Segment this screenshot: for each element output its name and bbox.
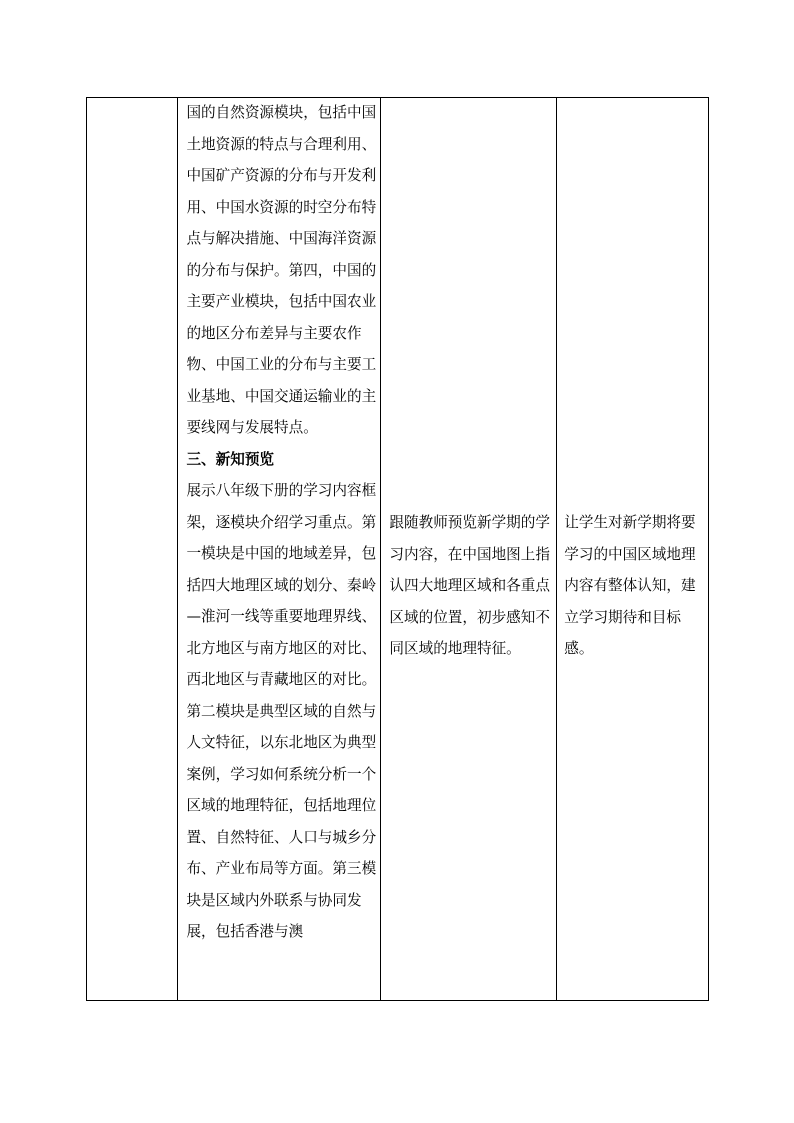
section-heading: 三、新知预览 bbox=[186, 450, 275, 468]
teacher-activity-cell bbox=[178, 98, 381, 1001]
table-row bbox=[87, 98, 709, 1001]
student-activity-text: 跟随教师预览新学期的学习内容，在中国地图上指认四大地理区域和各重点区域的位置，初步感知不同区域的地理特征。 bbox=[389, 514, 550, 657]
design-intent-text: 让学生对新学期将要学习的中国区域地理内容有整体认知，建立学习期待和目标感。 bbox=[564, 514, 696, 657]
teacher-activity-paragraph-2: 展示八年级下册的学习内容框架，逐模块介绍学习重点。第一模块是中国的地域差异，包括四大地理区域的划分、秦岭—淮河一线等重要地理界线、北方地区与南方地区的对比、西北地区与青藏地区的对比。第二模块是典型区域的自然与人文特征，以东北地区为典型案例，学习如何系统分析一个区域的地理特征，包括地理位置、自然特征、人口与城乡分布、产业布局等方面。第三模块是区域内外联系与协同发展，包括香港与澳 bbox=[186, 482, 377, 940]
teacher-activity-paragraph-1: 国的自然资源模块，包括中国土地资源的特点与合理利用、中国矿产资源的分布与开发利用、中国水资源的时空分布特点与解决措施、中国海洋资源的分布与保护。第四，中国的主要产业模块，包括中国农业的地区分布差异与主要农作物、中国工业的分布与主要工业基地、中国交通运输业的主要线网与发展特点。 bbox=[186, 104, 377, 436]
stage-cell bbox=[87, 98, 178, 1001]
lesson-plan-table bbox=[86, 97, 709, 1001]
student-activity-cell bbox=[381, 98, 557, 1001]
design-intent-cell bbox=[557, 98, 709, 1001]
